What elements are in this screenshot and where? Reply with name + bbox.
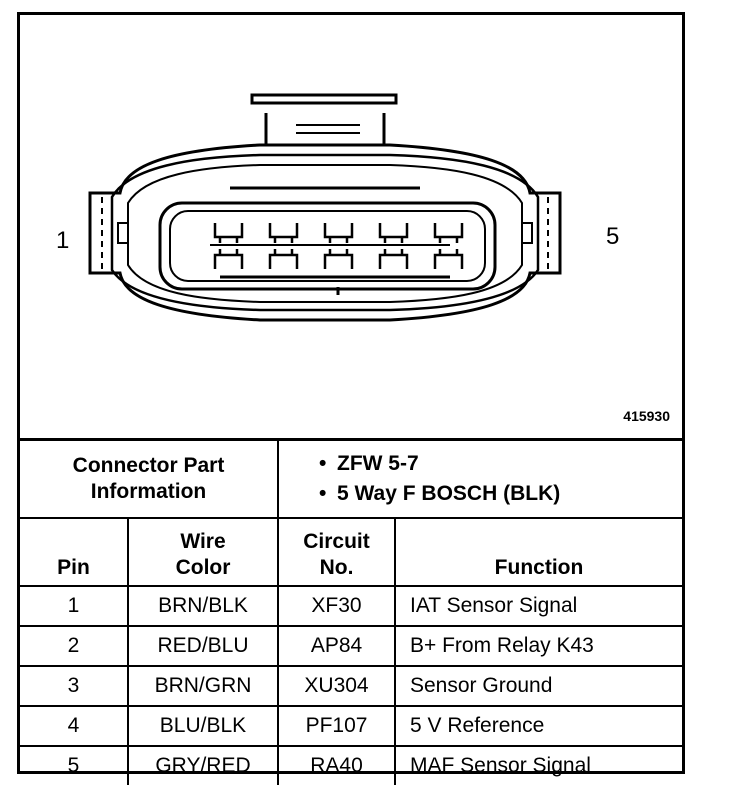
- table-row: [20, 626, 682, 666]
- pin-cell: 3: [20, 666, 128, 706]
- header-function: Function: [395, 518, 682, 586]
- wire-color-cell: RED/BLU: [128, 626, 278, 666]
- bullet-icon: •: [319, 452, 327, 475]
- table-row: [20, 746, 682, 785]
- connector-info-item-text: 5 Way F BOSCH (BLK): [337, 482, 561, 505]
- connector-info-values: [278, 440, 682, 519]
- wire-color-cell: BRN/GRN: [128, 666, 278, 706]
- pin-cell: 2: [20, 626, 128, 666]
- header-wire-color-line1: Wire: [180, 530, 226, 553]
- connector-info-label: [20, 440, 278, 519]
- pin-cell: 4: [20, 706, 128, 746]
- connector-info-item-text: ZFW 5-7: [337, 452, 419, 475]
- connector-face-drawing: [20, 15, 682, 438]
- table-row: [20, 706, 682, 746]
- wire-color-cell: BRN/BLK: [128, 586, 278, 626]
- header-circuit-no: [278, 518, 395, 586]
- pin-cell: 1: [20, 586, 128, 626]
- function-cell: Sensor Ground: [395, 666, 682, 706]
- header-circuit-line2: No.: [319, 556, 354, 579]
- connector-info-item: [319, 449, 682, 479]
- connector-info-item: [319, 479, 682, 509]
- pin-5-label: 5: [606, 223, 620, 250]
- connector-info-label-line2: Information: [90, 480, 207, 503]
- circuit-cell: AP84: [278, 626, 395, 666]
- connector-diagram: [20, 15, 682, 438]
- bullet-icon: •: [319, 482, 327, 505]
- wire-color-cell: GRY/RED: [128, 746, 278, 785]
- pin-1-label: 1: [56, 227, 70, 254]
- function-cell: B+ From Relay K43: [395, 626, 682, 666]
- connector-info-row: [20, 440, 682, 519]
- table-row: [20, 666, 682, 706]
- connector-table: [20, 438, 682, 785]
- circuit-cell: XF30: [278, 586, 395, 626]
- pin-cell: 5: [20, 746, 128, 785]
- table-row: [20, 586, 682, 626]
- connector-info-label-line1: Connector Part: [72, 454, 225, 477]
- figure-id: 415930: [623, 408, 670, 424]
- header-pin: Pin: [20, 518, 128, 586]
- header-wire-color: [128, 518, 278, 586]
- circuit-cell: PF107: [278, 706, 395, 746]
- circuit-cell: RA40: [278, 746, 395, 785]
- function-cell: 5 V Reference: [395, 706, 682, 746]
- function-cell: IAT Sensor Signal: [395, 586, 682, 626]
- circuit-cell: XU304: [278, 666, 395, 706]
- wire-color-cell: BLU/BLK: [128, 706, 278, 746]
- header-circuit-line1: Circuit: [303, 530, 370, 553]
- function-cell: MAF Sensor Signal: [395, 746, 682, 785]
- header-wire-color-line2: Color: [175, 556, 231, 579]
- table-header-row: [20, 518, 682, 586]
- connector-sheet: [17, 12, 685, 777]
